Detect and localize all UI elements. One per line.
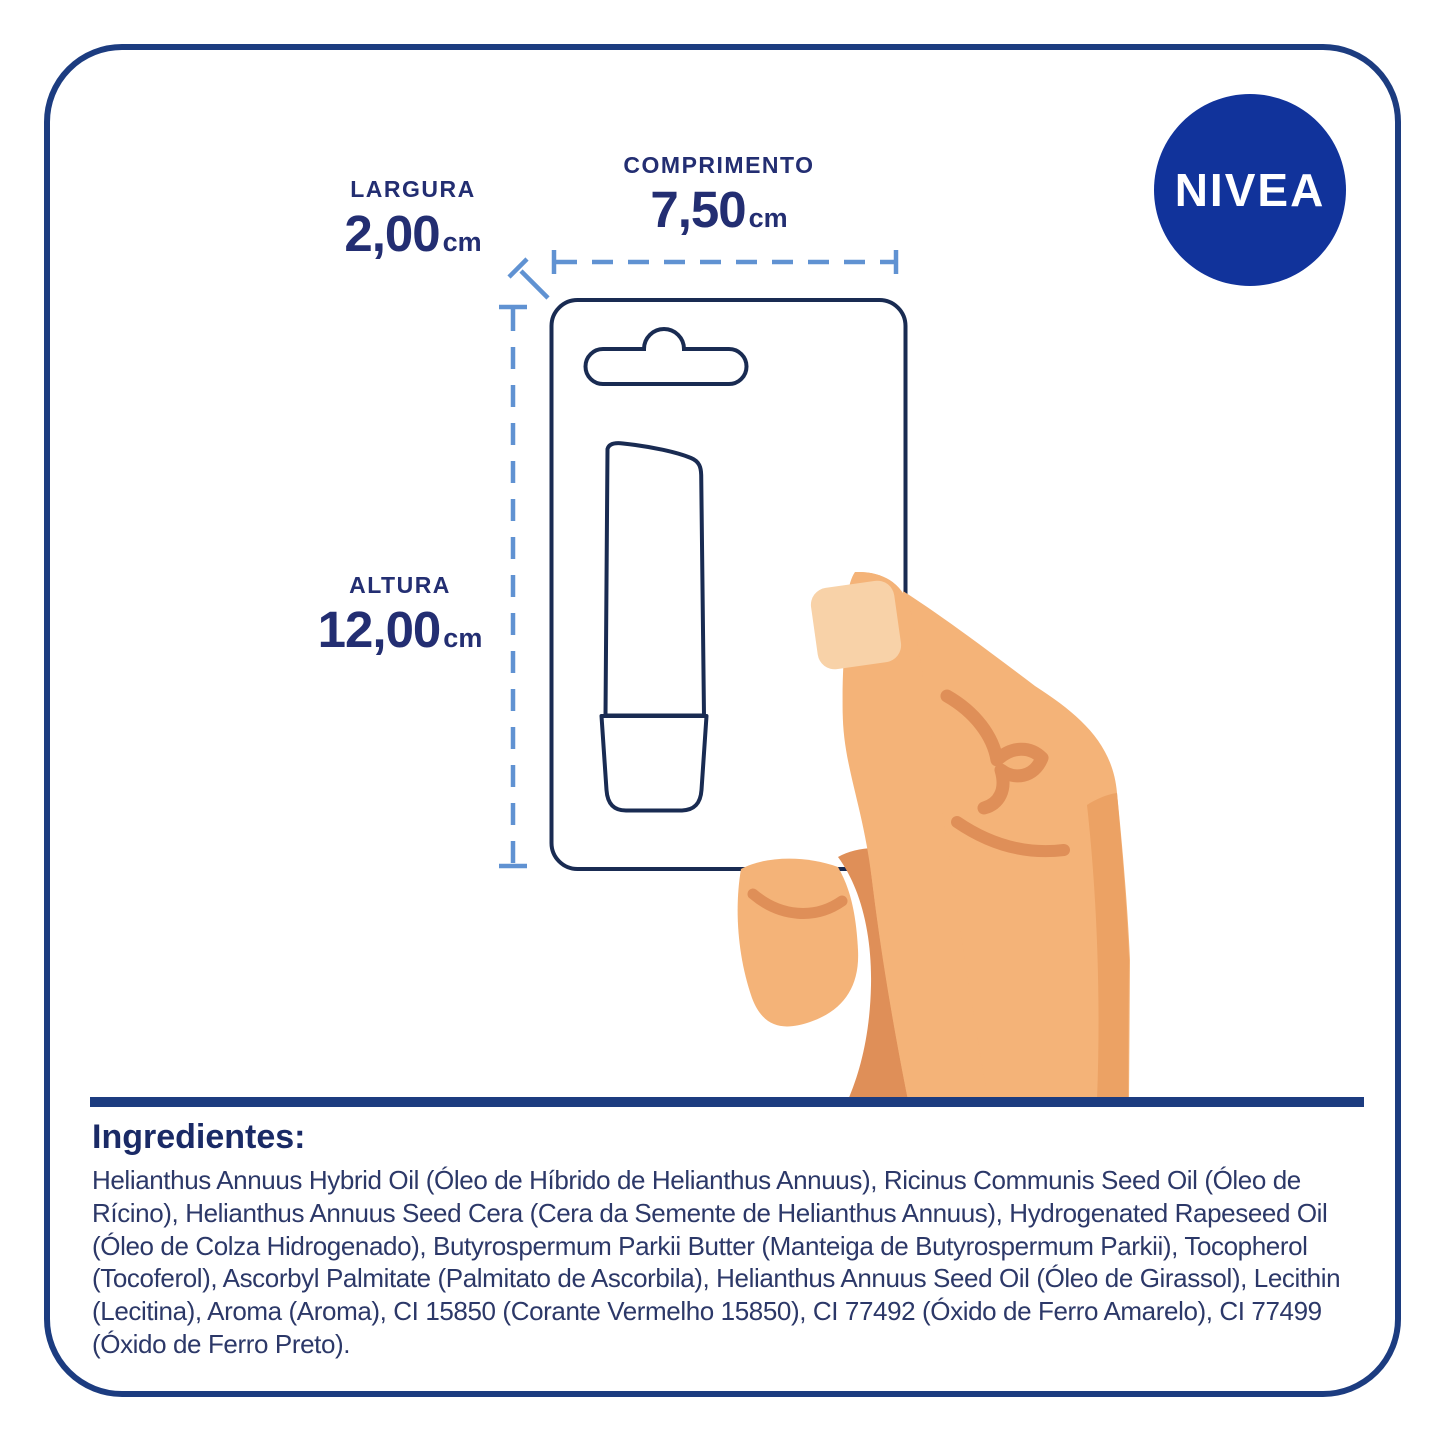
lip-balm-tube-outline bbox=[606, 443, 705, 715]
comprimento-label: COMPRIMENTO bbox=[623, 152, 815, 178]
largura-value: 2,00 bbox=[344, 205, 440, 262]
lip-balm-cap-outline bbox=[602, 716, 707, 811]
ingredients-heading: Ingredientes: bbox=[92, 1118, 306, 1156]
ingredients-text: Helianthus Annuus Hybrid Oil (Óleo de Híbrido de Helianthus Annuus), Ricinus Communis Seed Oil (Óleo de Rícino), Helianthus Annuus Seed Cera (Cera da Semente de Helianthus Annuus), Hydrogenated Rapeseed Oil (Óleo de Colza Hidrogenado), Butyrospermum Parkii Butter (Manteiga de Butyrospermum Parkii), Tocopherol (Tocoferol), Ascorbyl Palmitate (Palmitato de Ascorbila), Helianthus Annuus Seed Oil (Óleo de Girassol), Lecithin (Lecitina), Aroma (Aroma), CI 15850 (Corante Vermelho 15850), CI 77492 (Óxido de Ferro Amarelo), CI 77499 (Óxido de Ferro Preto). bbox=[92, 1165, 1341, 1359]
comprimento-value: 7,50 bbox=[650, 181, 746, 238]
altura-label: ALTURA bbox=[349, 572, 451, 598]
largura-dimension-line bbox=[509, 259, 548, 298]
curled-finger bbox=[738, 859, 859, 1027]
largura-unit: cm bbox=[442, 227, 482, 257]
ingredients-section bbox=[92, 1118, 1364, 1361]
altura-value: 12,00 bbox=[317, 601, 441, 658]
section-divider bbox=[90, 1097, 1364, 1107]
altura-dimension-line bbox=[499, 307, 527, 866]
nivea-logo-text: NIVEA bbox=[1174, 164, 1326, 216]
largura-label: LARGURA bbox=[350, 176, 476, 202]
thumb-nail bbox=[809, 579, 904, 672]
comprimento-dimension-line bbox=[554, 250, 896, 274]
altura-unit: cm bbox=[443, 623, 483, 653]
comprimento-unit: cm bbox=[748, 203, 788, 233]
